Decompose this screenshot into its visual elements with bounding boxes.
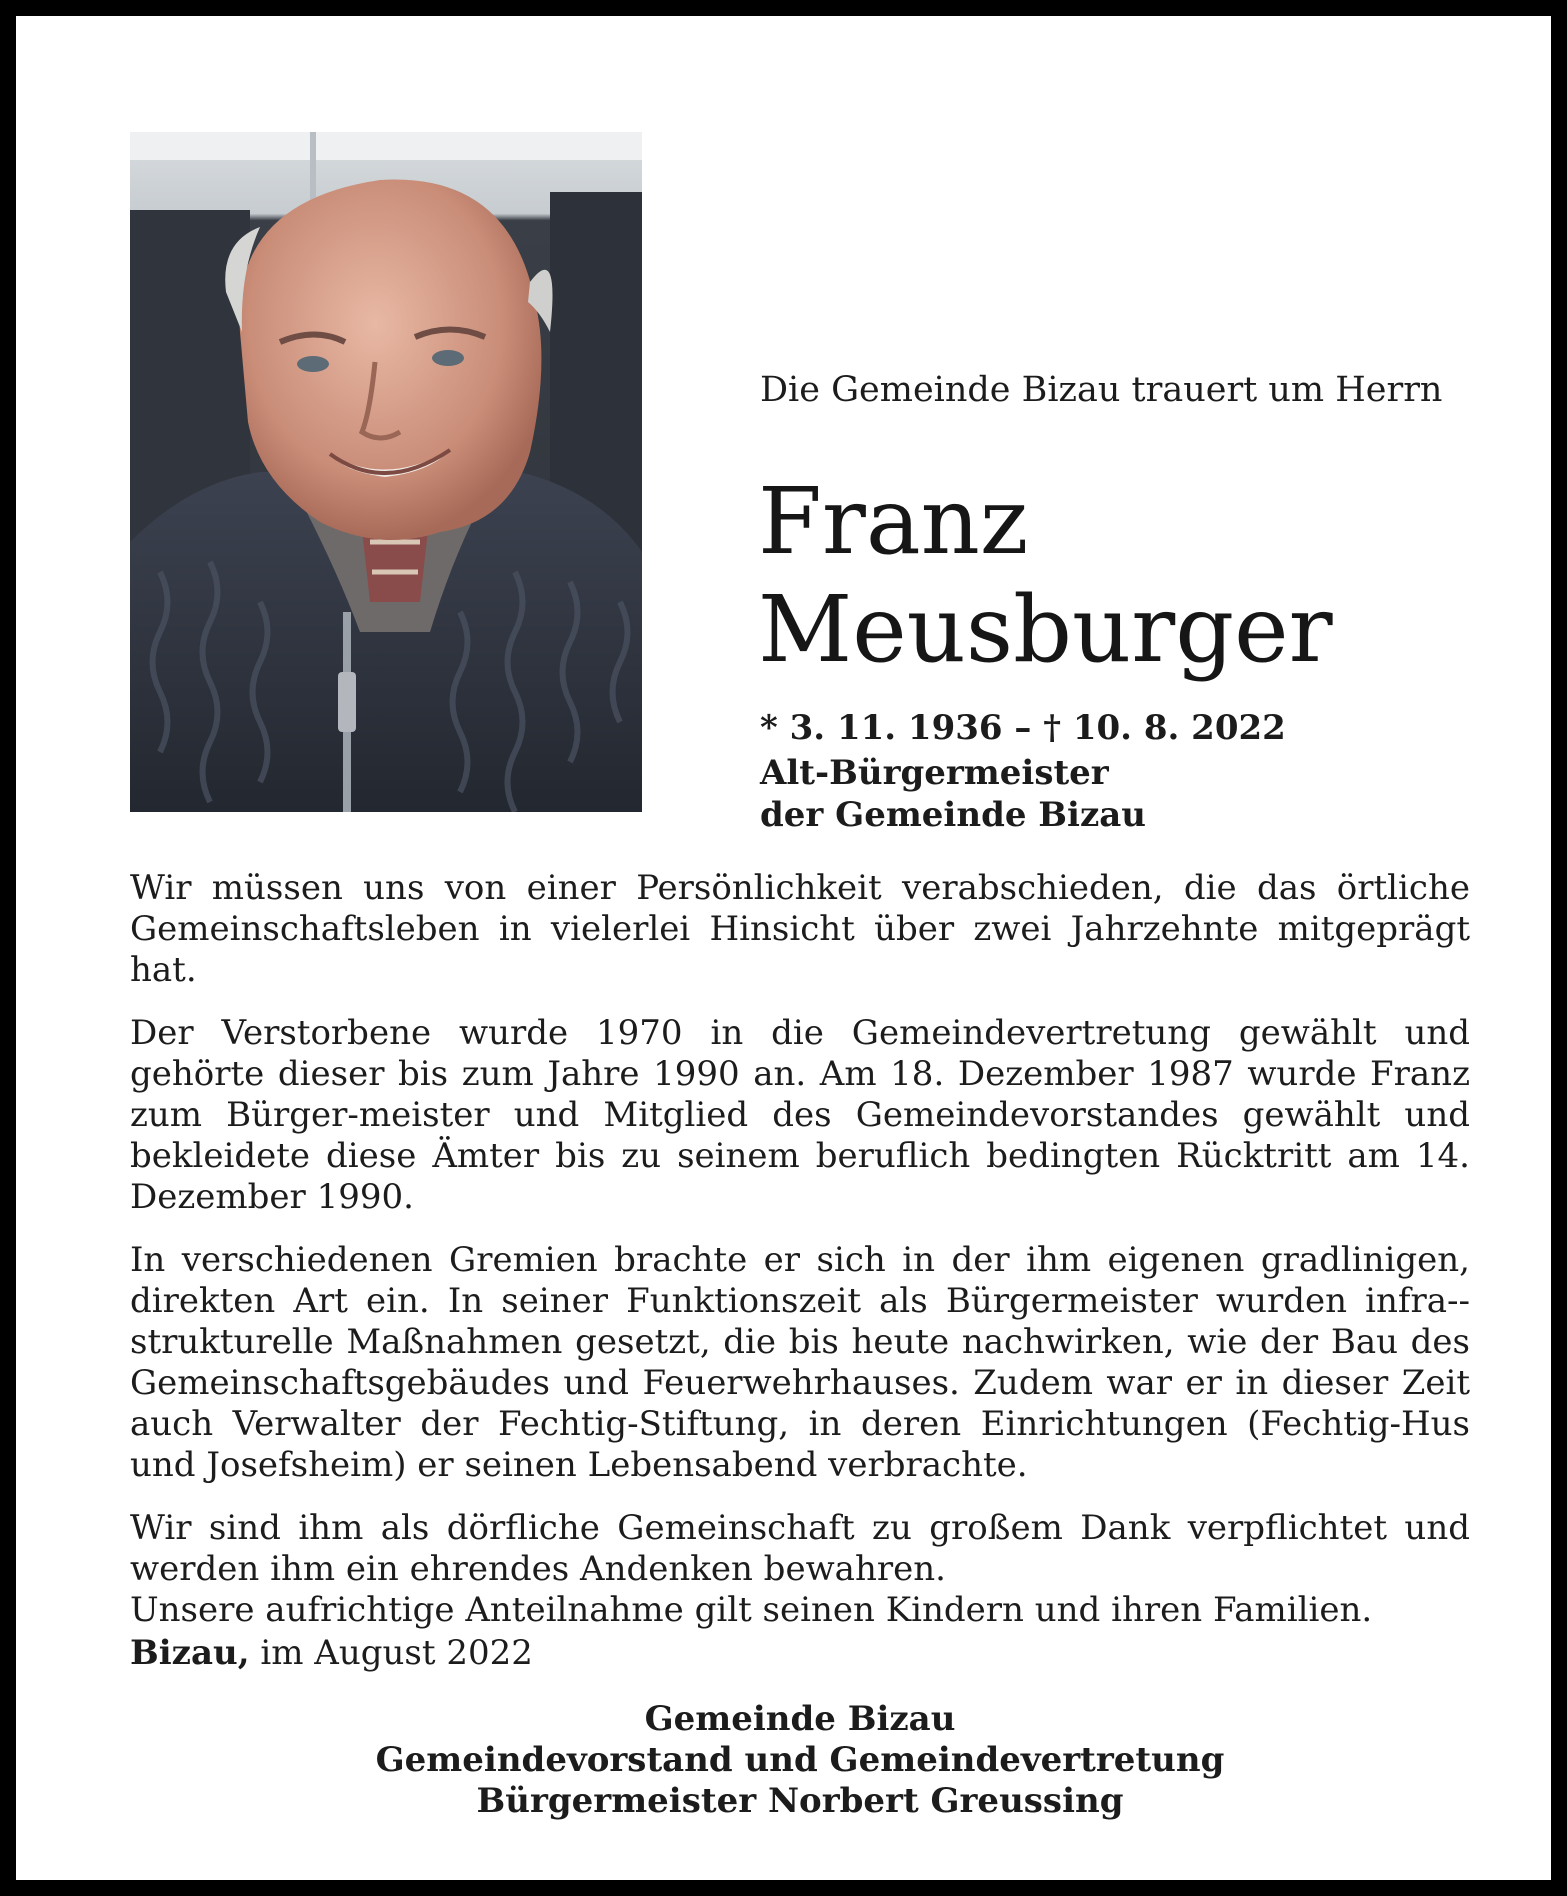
place: Bizau, [130, 1633, 250, 1673]
last-name: Meusburger [758, 576, 1333, 683]
role-line: Alt-Bürgermeister [760, 753, 1109, 793]
intro-text: Die Gemeinde Bizau trauert um Herrn [760, 370, 1443, 410]
paragraph: Der Verstorbene wurde 1970 in die Gemeindevertretung gewählt und gehörte dieser bis zum Jahre 1990 an. Am 18. Dezember 1987 wurde Franz zum Bürger-meister und Mitglied des Gemeindevorstandes gewählt und bekleidete diese Ämter bis zu seinem beruflich bedingten Rücktritt am 14. Dezember 1990. [130, 1013, 1470, 1217]
portrait-photo [130, 132, 642, 812]
portrait-image [130, 132, 642, 812]
place-and-date [130, 1633, 533, 1673]
paragraph: Unsere aufrichtige Anteilnahme gilt seinen Kindern und ihren Familien. [130, 1590, 1373, 1630]
role-line: der Gemeinde Bizau [760, 795, 1147, 835]
role-title [760, 752, 1146, 836]
signature-line: Bürgermeister Norbert Greussing [476, 1781, 1124, 1821]
signature-line: Gemeindevorstand und Gemeindevertretung [375, 1740, 1225, 1780]
obituary-body [130, 868, 1470, 1653]
signature-block [130, 1699, 1470, 1822]
date-text: im August 2022 [260, 1633, 533, 1673]
signature-line: Gemeinde Bizau [644, 1699, 956, 1739]
life-dates: * 3. 11. 1936 – † 10. 8. 2022 [760, 708, 1286, 748]
paragraph: Wir sind ihm als dörfliche Gemeinschaft zu großem Dank verpflichtet und werden ihm ein ehrendes Andenken bewahren. [130, 1508, 1470, 1589]
deceased-name [758, 468, 1333, 684]
paragraph: In verschiedenen Gremien brachte er sich in der ihm eigenen gradlinigen, direkten Art ein. In seiner Funktionszeit als Bürgermeister wurden infra-strukturelle Maßnahmen gesetzt, die bis heute nachwirken, wie der Bau des Gemeinschaftsgebäudes und Feuerwehrhauses. Zudem war er in dieser Zeit auch Verwalter der Fechtig-Stiftung, in deren Einrichtungen (Fechtig-Hus und Josefsheim) er seinen Lebensabend verbrachte. [130, 1240, 1470, 1485]
paragraph: Wir müssen uns von einer Persönlichkeit verabschieden, die das örtliche Gemeinschaftsleben in vielerlei Hinsicht über zwei Jahrzehnte mitgeprägt hat. [130, 868, 1470, 990]
first-name: Franz [758, 468, 1029, 575]
